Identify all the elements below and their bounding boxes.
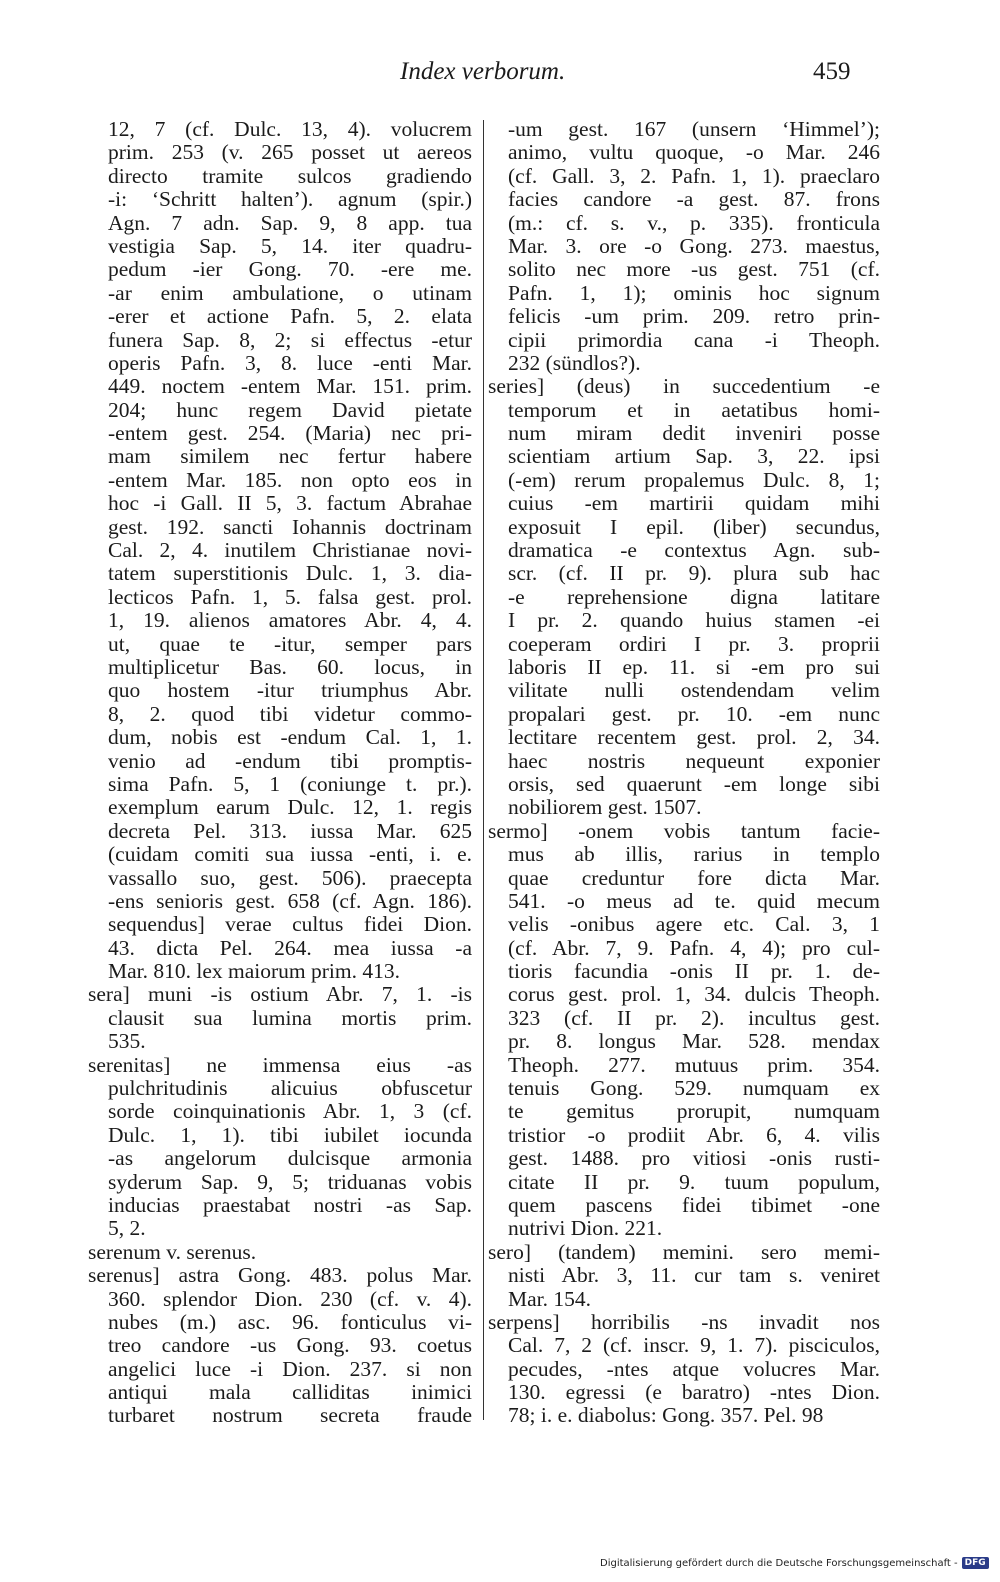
entry-line: exposuit I epil. (liber) secundus, <box>508 515 880 539</box>
entry-line: -entem Mar. 185. non opto eos in <box>108 468 472 492</box>
digitization-credit <box>600 1557 989 1569</box>
entry-line: prim. 253 (v. 265 posset ut aereos <box>108 141 472 165</box>
entry-line: quo hostem -itur triumphus Abr. <box>108 679 472 703</box>
entry-line: animo, vultu quoque, -o Mar. 246 <box>508 141 880 165</box>
left-column <box>88 118 472 1428</box>
entry-headword-line: serenitas] ne immensa eius -as <box>88 1053 472 1077</box>
entry-line: syderum Sap. 9, 5; triduanas vobis <box>108 1170 472 1194</box>
column-divider <box>483 120 484 1420</box>
entry-line: 449. noctem -entem Mar. 151. prim. <box>108 375 472 399</box>
entry-line: pedum -ier Gong. 70. -ere me. <box>108 258 472 282</box>
entry-line: -entem gest. 254. (Maria) nec pri- <box>108 422 472 446</box>
entry-line: Dulc. 1, 1). tibi iubilet iocunda <box>108 1123 472 1147</box>
entry-line: angelici luce -i Dion. 237. si non <box>108 1357 472 1381</box>
entry-headword-line: serenum v. serenus. <box>88 1240 257 1264</box>
page-number: 459 <box>813 58 851 85</box>
entry-line: exemplum earum Dulc. 12, 1. regis <box>108 796 472 820</box>
entry-line: nisti Abr. 3, 11. cur tam s. veniret <box>508 1264 880 1288</box>
dfg-logo: DFG <box>962 1557 989 1569</box>
entry-line: tristior -o prodiit Abr. 6, 4. vilis <box>508 1123 880 1147</box>
entry-line: velis -onibus agere etc. Cal. 3, 1 <box>508 913 880 937</box>
entry-line: 360. splendor Dion. 230 (cf. v. 4). <box>108 1287 472 1311</box>
entry-line: num miram dedit inveniri posse <box>508 422 880 446</box>
entry-line: -ar enim ambulatione, o utinam <box>108 281 472 305</box>
entry-line: sima Pafn. 5, 1 (coniunge t. pr.). <box>108 772 472 796</box>
entry-line: 8, 2. quod tibi videtur commo- <box>108 702 472 726</box>
entry-line: dramatica -e contextus Agn. sub- <box>508 539 880 563</box>
credit-text: Digitalisierung gefördert durch die Deutsche Forschungsgemeinschaft - <box>600 1557 958 1569</box>
entry-line: inducias praestabat nostri -as Sap. <box>108 1193 472 1217</box>
entry-line: temporum et in aetatibus homi- <box>508 398 880 422</box>
entry-line: ut, quae te -itur, semper pars <box>108 632 472 656</box>
entry-line: gest. 1488. pro vitiosi -onis rusti- <box>508 1147 880 1171</box>
entry-line: mam similem nec fertur habere <box>108 445 472 469</box>
entry-headword-line: sero] (tandem) memini. sero memi- <box>488 1240 880 1264</box>
entry-line: lecticos Pafn. 1, 5. falsa gest. prol. <box>108 585 472 609</box>
entry-line: directo tramite sulcos gradiendo <box>108 164 472 188</box>
entry-line: corus gest. prol. 1, 34. dulcis Theoph. <box>508 983 880 1007</box>
entry-line: coeperam ordiri I pr. 3. proprii <box>508 632 880 656</box>
entry-line: I pr. 2. quando huius stamen -ei <box>508 609 880 633</box>
entry-line: gest. 192. sancti Iohannis doctrinam <box>108 515 472 539</box>
entry-line: Mar. 154. <box>508 1287 592 1311</box>
entry-headword-line: serenus] astra Gong. 483. polus Mar. <box>88 1264 472 1288</box>
entry-line: cipii primordia cana -i Theoph. <box>508 328 880 352</box>
running-title: Index verborum. <box>400 58 566 85</box>
entry-line: pecudes, -ntes atque volucres Mar. <box>508 1357 880 1381</box>
entry-line: Agn. 7 adn. Sap. 9, 8 app. tua <box>108 211 472 235</box>
entry-line: 323 (cf. II pr. 2). incultus gest. <box>508 1006 880 1030</box>
entry-line: solito nec more -us gest. 751 (cf. <box>508 258 880 282</box>
entry-line: -um gest. 167 (unsern ‘Himmel’); <box>508 118 880 141</box>
entry-line: scientiam artium Sap. 3, 22. ipsi <box>508 445 880 469</box>
entry-line: (m.: cf. s. v., p. 335). fronticula <box>508 211 880 235</box>
page-header <box>0 58 1000 98</box>
entry-line: venio ad -endum tibi promptis- <box>108 749 472 773</box>
entry-line: laboris II ep. 11. si -em pro sui <box>508 655 880 679</box>
entry-line: facies candore -a gest. 87. frons <box>508 188 880 212</box>
entry-line: 204; hunc regem David pietate <box>108 398 472 422</box>
entry-line: funera Sap. 8, 2; si effectus -etur <box>108 328 472 352</box>
entry-line: 1, 19. alienos amatores Abr. 4, 4. <box>108 609 472 633</box>
entry-line: 12, 7 (cf. Dulc. 13, 4). volucrem <box>108 118 472 141</box>
entry-line: dum, nobis est -endum Cal. 1, 1. <box>108 726 472 750</box>
entry-line: (cuidam comiti sua iussa -enti, i. e. <box>108 843 472 867</box>
entry-line: vassallo suo, gest. 506). praecepta <box>108 866 472 890</box>
entry-line: tenuis Gong. 529. numquam ex <box>508 1077 880 1101</box>
entry-line: sequendus] verae cultus fidei Dion. <box>108 913 472 937</box>
entry-line: Cal. 2, 4. inutilem Christianae novi- <box>108 539 472 563</box>
entry-line: -erer et actione Pafn. 5, 2. elata <box>108 305 472 329</box>
entry-line: (cf. Gall. 3, 2. Pafn. 1, 1). praeclaro <box>508 164 880 188</box>
entry-line: decreta Pel. 313. iussa Mar. 625 <box>108 819 472 843</box>
entry-line: 232 (sündlos?). <box>508 351 641 375</box>
entry-line: quem pascens fidei tibimet -one <box>508 1193 880 1217</box>
entry-line: antiqui mala calliditas inimici <box>108 1381 472 1405</box>
entry-line: 130. egressi (e baratro) -ntes Dion. <box>508 1381 880 1405</box>
entry-line: tioris facundia -onis II pr. 1. de- <box>508 960 880 984</box>
entry-line: turbaret nostrum secreta fraude <box>108 1404 472 1428</box>
entry-line: multiplicetur Bas. 60. locus, in <box>108 655 472 679</box>
entry-headword-line: serpens] horribilis -ns invadit nos <box>488 1310 880 1334</box>
entry-line: clausit sua lumina mortis prim. <box>108 1006 472 1030</box>
entry-line: mus ab illis, rarius in templo <box>508 843 880 867</box>
entry-line: nobiliorem gest. 1507. <box>508 796 702 820</box>
entry-line: Theoph. 277. mutuus prim. 354. <box>508 1053 880 1077</box>
entry-line: hoc -i Gall. II 5, 3. factum Abrahae <box>108 492 472 516</box>
entry-line: (cf. Abr. 7, 9. Pafn. 4, 4); pro cul- <box>508 936 880 960</box>
entry-line: tatem superstitionis Dulc. 1, 3. dia- <box>108 562 472 586</box>
entry-line: pulchritudinis alicuius obfuscetur <box>108 1077 472 1101</box>
entry-headword-line: sera] muni -is ostium Abr. 7, 1. -is <box>88 983 472 1007</box>
entry-line: orsis, sed quaerunt -em longe sibi <box>508 772 880 796</box>
entry-line: te gemitus prorupit, numquam <box>508 1100 880 1124</box>
entry-line: propalari gest. pr. 10. -em nunc <box>508 702 880 726</box>
entry-line: Pafn. 1, 1); ominis hoc signum <box>508 281 880 305</box>
entry-line: lectitare recentem gest. prol. 2, 34. <box>508 726 880 750</box>
entry-line: haec nostris nequeunt exponier <box>508 749 880 773</box>
entry-line: cuius -em martirii quidam mihi <box>508 492 880 516</box>
entry-line: -i: ‘Schritt halten’). agnum (spir.) <box>108 188 472 212</box>
entry-line: -e reprehensione digna latitare <box>508 585 880 609</box>
entry-line: 43. dicta Pel. 264. mea iussa -a <box>108 936 472 960</box>
entry-line: (-em) rerum propalemus Dulc. 8, 1; <box>508 468 880 492</box>
entry-line: Mar. 810. lex maiorum prim. 413. <box>108 960 401 984</box>
entry-line: vestigia Sap. 5, 14. iter quadru- <box>108 234 472 258</box>
entry-line: felicis -um prim. 209. retro prin- <box>508 305 880 329</box>
entry-line: 78; i. e. diabolus: Gong. 357. Pel. 98 <box>508 1404 824 1428</box>
entry-line: nutrivi Dion. 221. <box>508 1217 663 1241</box>
entry-line: sorde coinquinationis Abr. 1, 3 (cf. <box>108 1100 472 1124</box>
entry-line: pr. 8. longus Mar. 528. mendax <box>508 1030 880 1054</box>
right-column <box>488 118 880 1428</box>
entry-line: operis Pafn. 3, 8. luce -enti Mar. <box>108 351 472 375</box>
entry-line: 5, 2. <box>108 1217 146 1241</box>
entry-line: nubes (m.) asc. 96. fonticulus vi- <box>108 1310 472 1334</box>
entry-line: 541. -o meus ad te. quid mecum <box>508 889 880 913</box>
entry-line: citate II pr. 9. tuum populum, <box>508 1170 880 1194</box>
entry-line: 535. <box>108 1030 146 1054</box>
entry-line: Mar. 3. ore -o Gong. 273. maestus, <box>508 234 880 258</box>
entry-headword-line: series] (deus) in succedentium -e <box>488 375 880 399</box>
entry-line: quae creduntur fore dicta Mar. <box>508 866 880 890</box>
entry-line: treo candore -us Gong. 93. coetus <box>108 1334 472 1358</box>
entry-line: scr. (cf. II pr. 9). plura sub hac <box>508 562 880 586</box>
entry-line: -ens senioris gest. 658 (cf. Agn. 186). <box>108 889 472 913</box>
entry-line: Cal. 7, 2 (cf. inscr. 9, 1. 7). pisciculos, <box>508 1334 880 1358</box>
entry-line: vilitate nulli ostendendam velim <box>508 679 880 703</box>
entry-headword-line: sermo] -onem vobis tantum facie- <box>488 819 880 843</box>
entry-line: -as angelorum dulcisque armonia <box>108 1147 472 1171</box>
